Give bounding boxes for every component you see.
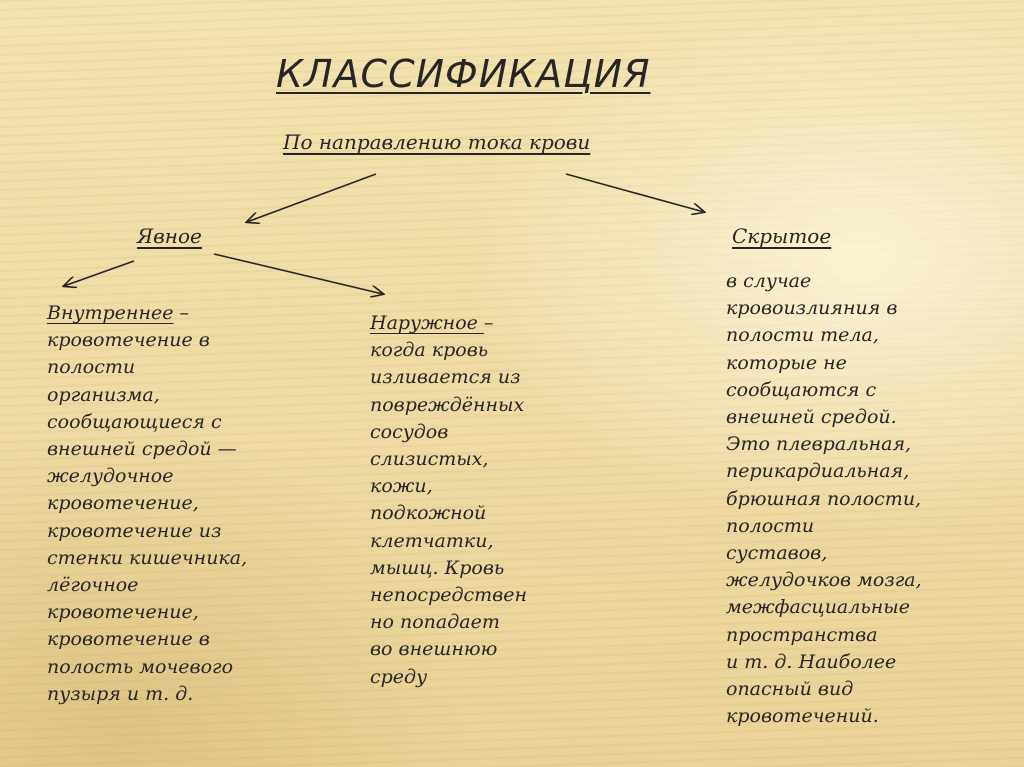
- hidden-text: в случае кровоизлияния в полости тела, которые не сообщаются с внешней средой. Это плевральная, перикардиальная, брюшная полости, полости суставов, желудочков мозга, межфасциальные пространства и т. д. Наиболее опасный вид кровотечений.: [726, 270, 922, 728]
- arrow-to-external: [214, 254, 383, 294]
- internal-block: [47, 300, 347, 708]
- branch-explicit: Явное: [137, 224, 202, 248]
- arrow-to-internal: [64, 261, 134, 286]
- internal-heading: Внутреннее: [47, 302, 174, 324]
- external-block: [370, 310, 620, 691]
- page-title: КЛАССИФИКАЦИЯ: [276, 52, 651, 96]
- internal-text: – кровотечение в полости организма, сообщающиеся с внешней средой — желудочное кровотечение, кровотечение из стенки кишечника, лёгочное кровотечение, кровотечение в полость мочевого пузыря и т. д.: [47, 302, 248, 705]
- arrow-to-hidden: [566, 174, 704, 212]
- branch-hidden: Скрытое: [732, 224, 832, 248]
- arrow-to-explicit: [247, 174, 376, 222]
- external-heading: Наружное: [370, 312, 484, 334]
- external-text: – когда кровь изливается из повреждённых сосудов слизистых, кожи, подкожной клетчатки, мышц. Кровь непосредствен но попадает во внешнюю среду: [370, 312, 528, 688]
- subtitle: По направлению тока крови: [283, 130, 591, 154]
